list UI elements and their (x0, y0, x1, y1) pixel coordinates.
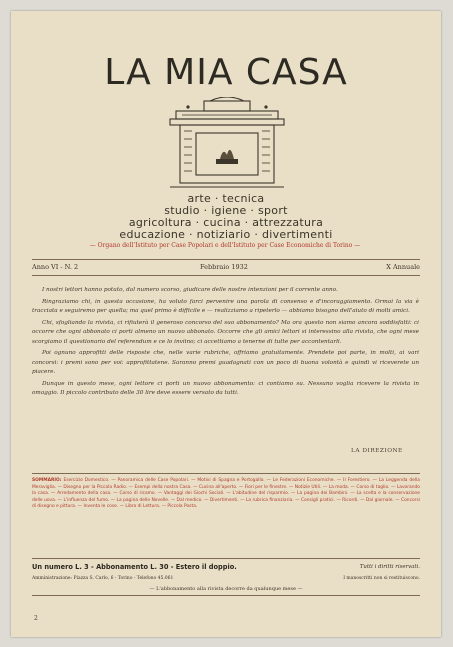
editorial-text (32, 286, 419, 401)
signature: LA DIREZIONE (351, 448, 403, 454)
manuscripts-note: I manoscritti non si restituiscono. (343, 576, 420, 581)
price-info: Un numero L. 3 - Abbonamento L. 30 - Estero il doppio. (32, 563, 237, 571)
magazine-page (11, 11, 441, 637)
issue-info-row (32, 263, 420, 274)
tagline-line-2: studio · igiene · sport (164, 204, 288, 217)
subscription-notice: — L'abbonamento alla rivista decorre da qualunque mese — (149, 586, 303, 592)
paragraph: Ringraziamo chi, in questa occasione, ha voluto farci pervenire una parola di consenso e d'incoraggiamento. Ormai la via è tracciata e seguiremo per quella; ma quel primo è difficile e — realizziamo a ripeterlo — abbiamo bisogno dell'aiuto di molti amici. (32, 298, 419, 314)
rule-top (32, 259, 420, 260)
issue-volume: Anno VI - N. 2 (32, 263, 79, 271)
paragraph: Dunque in questo mese, ogni lettore ci porti un nuovo abbonamento: ci contiamo su. Nessuno voglia ricevere la rivista in omaggio. Il piccolo contributo delle 30 lire deve essere versato da tutti. (32, 380, 419, 396)
summary-text: Esercizio Domestico. — Panoramica delle Case Popolari. — Motivi di Spagna e Portogallo. — Le Federazioni Economiche. — Il Forestiero. — La Leggenda della Meraviglia. — Disegno per la Piccola Radio. — Esempi della nostra Casa. — Cucina all'aperto. — Fiori per le finestre. — Notizie Utili. — La moda. — Corso di taglio. — Lavorando la casa. — Arredamento della casa. — Corso di ricamo. — Vantaggi dei Giochi Sociali. — L'abitudine del risparmio. — La pagina dei Bambini. — La scelta e la conservazione delle uova. — L'influenza del fumo. — La pagina delle Novelle. — Dal medico. — Divertimenti. — La rubrica finanziaria. — Consigli pratici. — Ricordi. — Dal giornale. — Concorsi di disegno e pittura. — Inventa le cose. — Libro di Lettura. — Piccola Posta. (32, 478, 420, 510)
rule-below-issue (32, 275, 420, 276)
summary-block (32, 478, 420, 511)
rule-above-summary (32, 473, 420, 474)
admin-address: Amministrazione: Piazza S. Carlo, 6 - Torino - Telefono 45.061 (32, 576, 174, 581)
summary-label: SOMMARIO: (32, 478, 62, 483)
admin-row (32, 576, 420, 584)
price-row (32, 563, 420, 573)
rule-bottom (32, 595, 420, 596)
rights-reserved: Tutti i diritti riservati. (359, 564, 420, 570)
institute-line: — Organo dell'Istituto per Case Popolari e dell'Istituto per Case Economiche di Torino — (89, 242, 361, 249)
issue-date: Febbraio 1932 (200, 263, 248, 271)
tagline-line-3: agricoltura · cucina · attrezzatura (128, 216, 324, 229)
issue-edition: X Annuale (386, 263, 420, 271)
page-number: 2 (34, 615, 38, 622)
tagline-line-1: arte · tecnica (187, 192, 265, 205)
fireplace-illustration (166, 97, 288, 189)
paragraph: Chi, sfogliando la rivista, ci rifiuterà il generoso concorso del suo abbonamento? Ma ora questo non siamo ancora soddisfatti: ci occorre che ogni abbonato ci porti almeno un nuovo abbonato. Occorre che gli amici lettori si interessino alla rivista, che ogni mese scorgiamo il questionario del referendum e ce lo inviino; ci accettiamo a tenerne di tutte per accontentarli. (32, 319, 419, 345)
tagline-line-4: educazione · notiziario · divertimenti (119, 228, 333, 241)
paragraph: I nostri lettori hanno potuto, dal numero scorso, giudicare delle nostre intenzioni per il corrente anno. (42, 287, 338, 293)
paragraph: Poi ognuno approfitti delle risposte che, nelle varie rubriche, offriamo gratuitamente. Prendete poi parte, in molti, ai vari concorsi: i premi sono per voi: approfittatene. Saranno premi guadagnati con un poco di buona volontà e quindi vi riceverete un piacere. (32, 350, 419, 375)
rule-below-summary (32, 558, 420, 559)
masthead-title: LA MIA CASA (104, 52, 348, 93)
